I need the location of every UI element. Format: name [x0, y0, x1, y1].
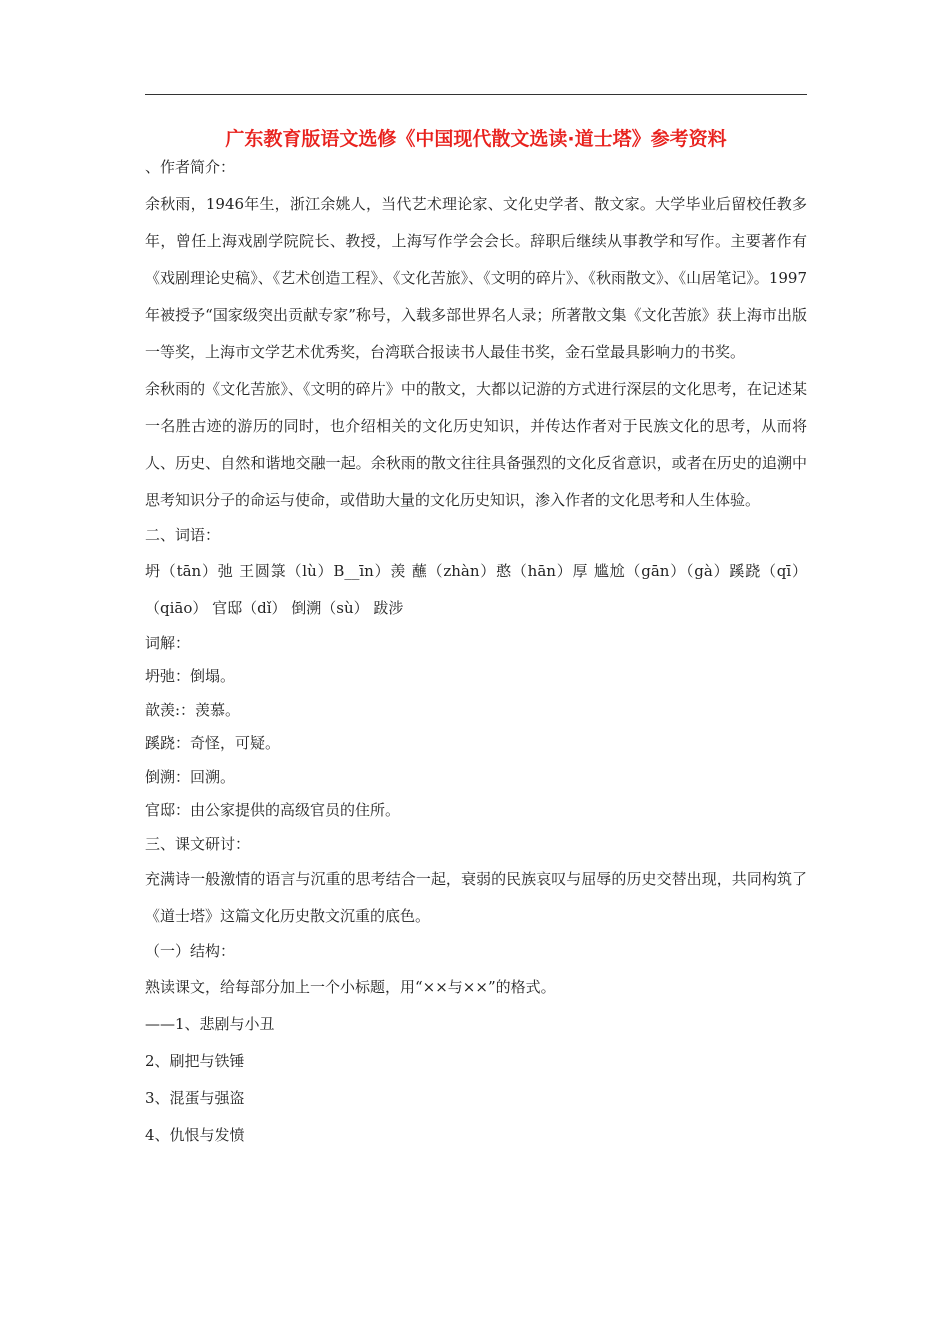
header-rule	[145, 94, 807, 95]
structure-instruction: 熟读课文，给每部分加上一个小标题，用“××与××”的格式。	[145, 977, 556, 996]
definition-item: 歆羡:：羡慕。	[145, 700, 241, 719]
structure-item: 3、混蛋与强盗	[145, 1088, 245, 1107]
structure-item: ——1、悲剧与小丑	[145, 1014, 275, 1033]
definition-item: 坍弛：倒塌。	[145, 667, 236, 685]
document-title: 广东教育版语文选修《中国现代散文选读·道士塔》参考资料	[225, 128, 727, 150]
vocabulary-pronunciation: 坍（tān）弛 王圆箓（lù）B__īn）羡 蘸（zhàn）憨（hān）厚 尴尬（gān）（gà）蹊跷（qī）（qiāo） 官邸（dǐ） 倒溯（sù） 跋涉	[145, 561, 807, 617]
structure-heading: （一）结构：	[145, 942, 236, 960]
study-paragraph: 充满诗一般激情的语言与沉重的思考结合一起，衰弱的民族哀叹与屈辱的历史交替出现，共同构筑了《道士塔》这篇文化历史散文沉重的底色。	[145, 870, 807, 925]
section-heading-vocabulary: 二、词语：	[145, 526, 221, 544]
definition-item: 倒溯：回溯。	[145, 767, 236, 786]
definition-item: 官邸：由公家提供的高级官员的住所。	[145, 801, 401, 819]
author-style-paragraph: 余秋雨的《文化苦旅》、《文明的碎片》中的散文，大都以记游的方式进行深层的文化思考，在记述某一名胜古迹的游历的同时，也介绍相关的文化历史知识，并传达作者对于民族文化的思考，从而将人、历史、自然和谐地交融一起。余秋雨的散文往往具备强烈的文化反省意识，或者在历史的追溯中思考知识分子的命运与使命，或借助大量的文化历史知识，渗入作者的文化思考和人生体验。	[145, 380, 807, 509]
author-bio-paragraph: 余秋雨，1946年生，浙江余姚人，当代艺术理论家、文化史学者、散文家。大学毕业后留校任教多年，曾任上海戏剧学院院长、教授，上海写作学会会长。辞职后继续从事教学和写作。主要著作有《戏剧理论史稿》、《艺术创造工程》、《文化苦旅》、《文明的碎片》、《秋雨散文》、《山居笔记》。1997年被授予“国家级突出贡献专家”称号，入载多部世界名人录；所著散文集《文化苦旅》获上海市出版一等奖，上海市文学艺术优秀奖，台湾联合报读书人最佳书奖，金石堂最具影响力的书奖。	[145, 195, 807, 361]
section-heading-author: 、作者简介：	[145, 158, 236, 176]
structure-item: 2、刷把与铁锤	[145, 1051, 245, 1070]
document-body	[145, 152, 807, 1154]
vocabulary-explain-heading: 词解：	[145, 633, 191, 652]
section-heading-study: 三、课文研讨：	[145, 834, 251, 853]
definition-item: 蹊跷：奇怪，可疑。	[145, 734, 281, 752]
structure-item: 4、仇恨与发愤	[145, 1125, 245, 1144]
